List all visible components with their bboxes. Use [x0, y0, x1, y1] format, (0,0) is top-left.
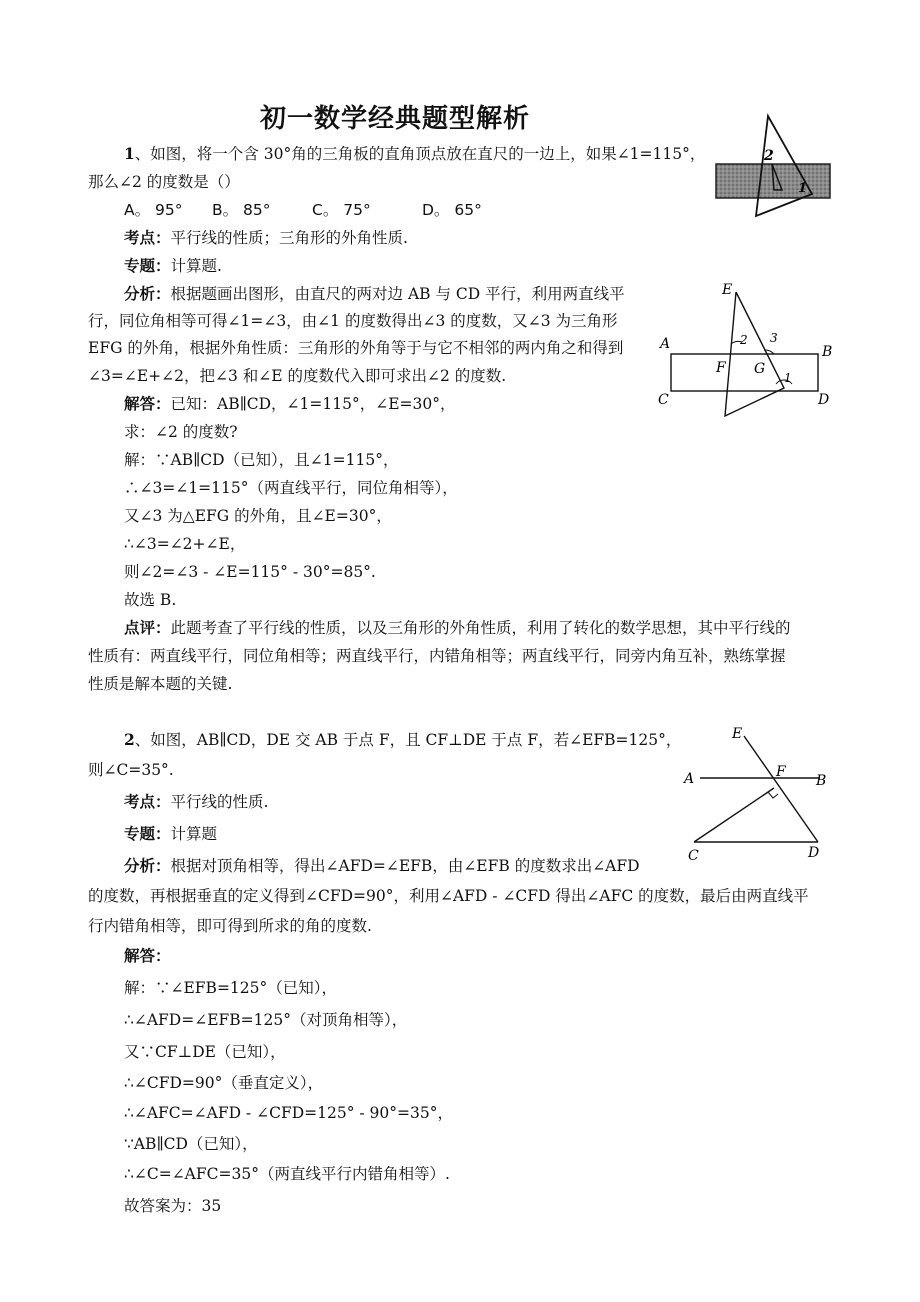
jieda-text: 已知：AB∥CD，∠1=115°，∠E=30°，	[170, 395, 456, 413]
q1-step: ∴∠3=∠1=115°（两直线平行，同位角相等），	[124, 479, 458, 497]
line-cf	[694, 788, 774, 842]
q1-fenxi-line1	[124, 284, 625, 304]
q2-zhuanti	[124, 824, 217, 844]
point-c-label: C	[688, 848, 699, 864]
point-f-label: F	[716, 360, 726, 376]
point-d-label: D	[808, 845, 820, 861]
q1-option-c: C。 75°	[312, 201, 371, 219]
q1-fenxi-line3: EFG 的外角，根据外角性质：三角形的外角等于与它不相邻的两内角之和得到	[88, 339, 624, 357]
dianping-text: 此题考查了平行线的性质，以及三角形的外角性质，利用了转化的数学思想，其中平行线的	[170, 619, 791, 637]
q2-step: 解：∵∠EFB=125°（已知），	[124, 979, 338, 997]
q1-jieda	[124, 394, 455, 414]
q2-step: ∵AB∥CD（已知），	[124, 1135, 258, 1153]
q2-jieda-label: 解答：	[124, 946, 171, 965]
point-c-label: C	[658, 392, 669, 408]
q1-option-d: D。 65°	[422, 201, 482, 219]
q1-step: 又∠3 为△EFG 的外角，且∠E=30°，	[124, 507, 392, 525]
q1-fenxi-line4: ∠3=∠E+∠2，把∠3 和∠E 的度数代入即可求出∠2 的度数.	[88, 367, 507, 385]
q1-fenxi-line2: 行，同位角相等可得∠1=∠3，由∠1 的度数得出∠3 的度数，又∠3 为三角形	[88, 312, 618, 330]
q2-kaodian	[124, 792, 268, 812]
fenxi-text: 根据对顶角相等，得出∠AFD=∠EFB，由∠EFB 的度数求出∠AFD	[170, 857, 640, 875]
q1-step: 故选 B.	[124, 591, 177, 609]
point-d-label: D	[818, 392, 830, 408]
q2-step: ∴∠C=∠AFC=35°（两直线平行内错角相等）.	[124, 1165, 450, 1183]
q2-number: 2	[124, 730, 135, 749]
ruler-triangle-figure	[712, 112, 836, 224]
q2-step: ∴∠CFD=90°（垂直定义），	[124, 1074, 324, 1092]
q1-stem-text: 、如图，将一个含 30°角的三角板的直角顶点放在直尺的一边上，如果∠1=115°，	[134, 145, 706, 163]
q2-fenxi-line2: 的度数，再根据垂直的定义得到∠CFD=90°，利用∠AFD - ∠CFD 得出∠AFC 的度数，最后由两直线平	[88, 887, 809, 905]
zhuanti-text: 计算题	[170, 825, 218, 843]
point-f-label: F	[776, 764, 786, 780]
angle-1-label: 1	[784, 371, 792, 385]
angle-3-label: 3	[770, 331, 778, 345]
point-g-label: G	[754, 361, 766, 377]
ruler-rectangle	[671, 354, 818, 391]
q2-step: ∴∠AFD=∠EFB=125°（对顶角相等），	[124, 1011, 408, 1029]
page-title: 初一数学经典题型解析	[259, 104, 530, 134]
right-angle-mark	[768, 792, 778, 798]
q1-step: 求：∠2 的度数?	[124, 423, 238, 441]
zhuanti-text: 计算题.	[170, 257, 222, 275]
point-a-label: A	[660, 336, 671, 352]
point-b-label: B	[822, 344, 833, 360]
q2-step: 故答案为：35	[124, 1197, 222, 1215]
q2-fenxi-line1	[124, 856, 640, 876]
fenxi-text: 根据题画出图形，由直尺的两对边 AB 与 CD 平行，利用两直线平	[170, 285, 625, 303]
line-ed	[744, 736, 818, 842]
jieda-label: 解答：	[124, 394, 171, 413]
angle-2-label: 2	[740, 333, 748, 347]
perpendicular-figure	[682, 722, 838, 864]
q2-stem-text: 、如图，AB∥CD，DE 交 AB 于点 F，且 CF⊥DE 于点 F，若∠EFB=125°，	[134, 731, 682, 749]
kaodian-text: 平行线的性质；三角形的外角性质.	[170, 229, 408, 247]
parallel-lines-triangle-figure	[652, 276, 840, 422]
q1-number: 1	[124, 144, 135, 163]
kaodian-text: 平行线的性质.	[170, 793, 269, 811]
angle-2-label: 2	[764, 148, 774, 164]
point-a-label: A	[684, 771, 695, 787]
q1-option-b: B。 85°	[212, 201, 271, 219]
q1-stem-line2: 那么∠2 的度数是（）	[88, 173, 240, 191]
point-e-label: E	[732, 726, 743, 742]
q1-stem-line1	[124, 144, 705, 164]
q2-stem-line1	[124, 730, 681, 750]
fenxi-label: 分析：	[124, 284, 171, 303]
fenxi-label: 分析：	[124, 856, 171, 875]
point-b-label: B	[816, 773, 827, 789]
q1-dianping-line3: 性质是解本题的关键.	[88, 675, 233, 693]
zhuanti-label: 专题：	[124, 824, 171, 843]
q1-kaodian	[124, 228, 408, 248]
kaodian-label: 考点：	[124, 792, 171, 811]
angle-1-label: 1	[798, 181, 808, 196]
kaodian-label: 考点：	[124, 228, 171, 247]
q1-option-a: A。 95°	[124, 201, 183, 219]
q1-dianping-line1	[124, 618, 791, 638]
q2-step: ∴∠AFC=∠AFD - ∠CFD=125° - 90°=35°，	[124, 1104, 453, 1122]
q2-stem-line2: 则∠C=35°.	[88, 761, 174, 779]
q1-dianping-line2: 性质有：两直线平行，同位角相等；两直线平行，内错角相等；两直线平行，同旁内角互补，熟练掌握	[88, 647, 786, 665]
q2-step: 又∵CF⊥DE（已知），	[124, 1043, 286, 1061]
q1-step: 则∠2=∠3 - ∠E=115° - 30°=85°.	[124, 563, 376, 581]
q1-step: ∴∠3=∠2+∠E，	[124, 535, 246, 553]
zhuanti-label: 专题：	[124, 256, 171, 275]
q2-fenxi-line3: 行内错角相等，即可得到所求的角的度数.	[88, 917, 372, 935]
q1-zhuanti	[124, 256, 222, 276]
point-e-label: E	[722, 282, 733, 298]
q1-step: 解：∵AB∥CD（已知），且∠1=115°，	[124, 451, 399, 469]
dianping-label: 点评：	[124, 618, 171, 637]
